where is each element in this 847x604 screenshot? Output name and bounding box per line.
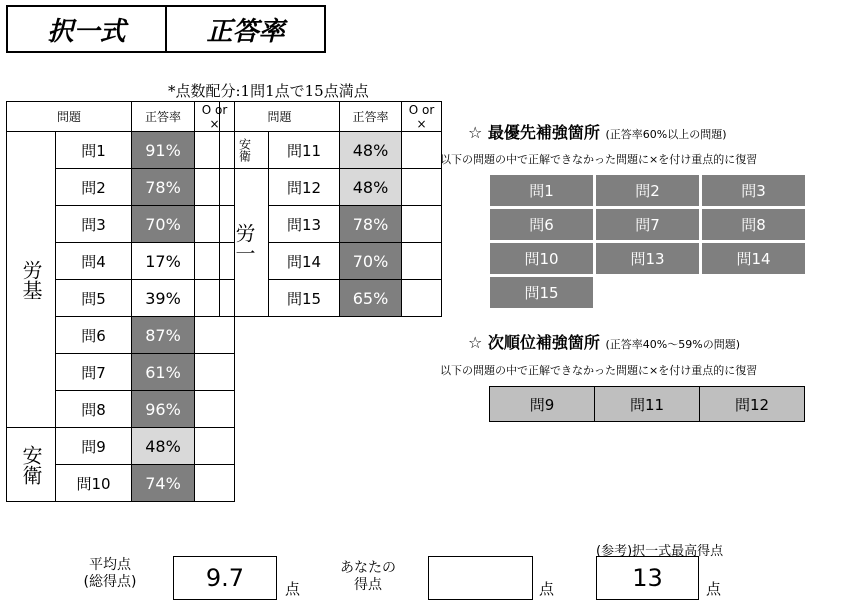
secondary-title — [468, 330, 740, 353]
average-score-box: 9.7 — [173, 556, 277, 600]
question-cell: 問3 — [56, 206, 132, 243]
question-cell: 問10 — [56, 465, 132, 502]
secondary-item: 問11 — [594, 387, 699, 421]
header-question: 問題 — [220, 102, 340, 132]
mark-cell[interactable] — [402, 243, 442, 280]
reference-label: (参考)択一式最高得点 — [596, 544, 724, 559]
secondary-description: 以下の問題の中で正解できなかった問題に×を付け重点的に復習 — [440, 364, 758, 377]
title-left: 択一式 — [47, 16, 126, 47]
rate-cell: 78% — [340, 206, 402, 243]
secondary-subtitle: (正答率40%〜59%の問題) — [605, 338, 740, 351]
question-cell: 問5 — [56, 280, 132, 317]
header-rate: 正答率 — [132, 102, 195, 132]
question-cell: 問12 — [269, 169, 340, 206]
question-cell: 問13 — [269, 206, 340, 243]
your-score-label-line1: あなたの — [340, 560, 396, 576]
priority-item: 問6 — [490, 209, 593, 240]
mark-cell[interactable] — [195, 391, 235, 428]
question-cell: 問14 — [269, 243, 340, 280]
priority-item: 問7 — [596, 209, 699, 240]
priority-grid — [490, 175, 805, 308]
rate-cell: 39% — [132, 280, 195, 317]
rate-cell: 48% — [340, 132, 402, 169]
rate-cell: 74% — [132, 465, 195, 502]
rate-cell: 87% — [132, 317, 195, 354]
average-label-line2: (総得点) — [83, 574, 137, 590]
priority-item: 問2 — [596, 175, 699, 206]
rate-cell: 96% — [132, 391, 195, 428]
your-score-label-line2: 得点 — [354, 577, 382, 593]
question-cell: 問4 — [56, 243, 132, 280]
reference-unit: 点 — [706, 580, 722, 598]
priority-item: 問8 — [702, 209, 805, 240]
secondary-item: 問12 — [699, 387, 804, 421]
question-cell: 問6 — [56, 317, 132, 354]
priority-item: 問1 — [490, 175, 593, 206]
rate-cell: 65% — [340, 280, 402, 317]
header-question: 問題 — [7, 102, 132, 132]
priority-item: 問10 — [490, 243, 593, 274]
group-label-anei-small: 安衛 — [220, 132, 269, 169]
priority-subtitle: (正答率60%以上の問題) — [605, 128, 727, 141]
your-score-unit: 点 — [539, 580, 555, 598]
mark-cell[interactable] — [195, 428, 235, 465]
rate-cell: 17% — [132, 243, 195, 280]
header-mark: O or × — [402, 102, 442, 132]
title-right: 正答率 — [165, 7, 324, 51]
right-score-table — [219, 101, 442, 317]
rate-cell: 61% — [132, 354, 195, 391]
rate-cell: 70% — [132, 206, 195, 243]
mark-cell[interactable] — [402, 132, 442, 169]
question-cell: 問9 — [56, 428, 132, 465]
rate-cell: 70% — [340, 243, 402, 280]
rate-cell: 91% — [132, 132, 195, 169]
mark-cell[interactable] — [195, 354, 235, 391]
score-note: *点数配分:1問1点で15点満点 — [168, 82, 369, 100]
average-unit: 点 — [285, 580, 301, 598]
question-cell: 問11 — [269, 132, 340, 169]
question-cell: 問1 — [56, 132, 132, 169]
mark-cell[interactable] — [402, 280, 442, 317]
question-cell: 問8 — [56, 391, 132, 428]
mark-cell[interactable] — [195, 465, 235, 502]
group-label-roki: 労基 — [7, 132, 56, 428]
group-label-roichi: 労一 — [220, 169, 269, 317]
priority-item: 問14 — [702, 243, 805, 274]
priority-item: 問3 — [702, 175, 805, 206]
mark-cell[interactable] — [195, 317, 235, 354]
question-cell: 問2 — [56, 169, 132, 206]
average-label-line1: 平均点 — [89, 557, 131, 573]
priority-description: 以下の問題の中で正解できなかった問題に×を付け重点的に復習 — [440, 153, 758, 166]
priority-item: 問15 — [490, 277, 593, 308]
priority-title — [468, 120, 727, 143]
rate-cell: 48% — [340, 169, 402, 206]
secondary-item: 問9 — [490, 387, 594, 421]
rate-cell: 48% — [132, 428, 195, 465]
question-cell: 問15 — [269, 280, 340, 317]
mark-cell[interactable] — [402, 169, 442, 206]
your-score-input[interactable] — [428, 556, 533, 600]
your-score-label — [334, 560, 402, 594]
mark-cell[interactable] — [402, 206, 442, 243]
left-score-table — [6, 101, 235, 502]
header-mark: O or × — [195, 102, 235, 132]
secondary-title-text: ☆ 次順位補強箇所 — [468, 333, 600, 352]
header-rate: 正答率 — [340, 102, 402, 132]
group-label-anei: 安衛 — [7, 428, 56, 502]
title-box — [6, 5, 326, 53]
rate-cell: 78% — [132, 169, 195, 206]
question-cell: 問7 — [56, 354, 132, 391]
average-label — [72, 557, 148, 591]
secondary-grid — [489, 386, 805, 422]
priority-item: 問13 — [596, 243, 699, 274]
priority-title-text: ☆ 最優先補強箇所 — [468, 123, 600, 142]
reference-score-box: 13 — [596, 556, 699, 600]
